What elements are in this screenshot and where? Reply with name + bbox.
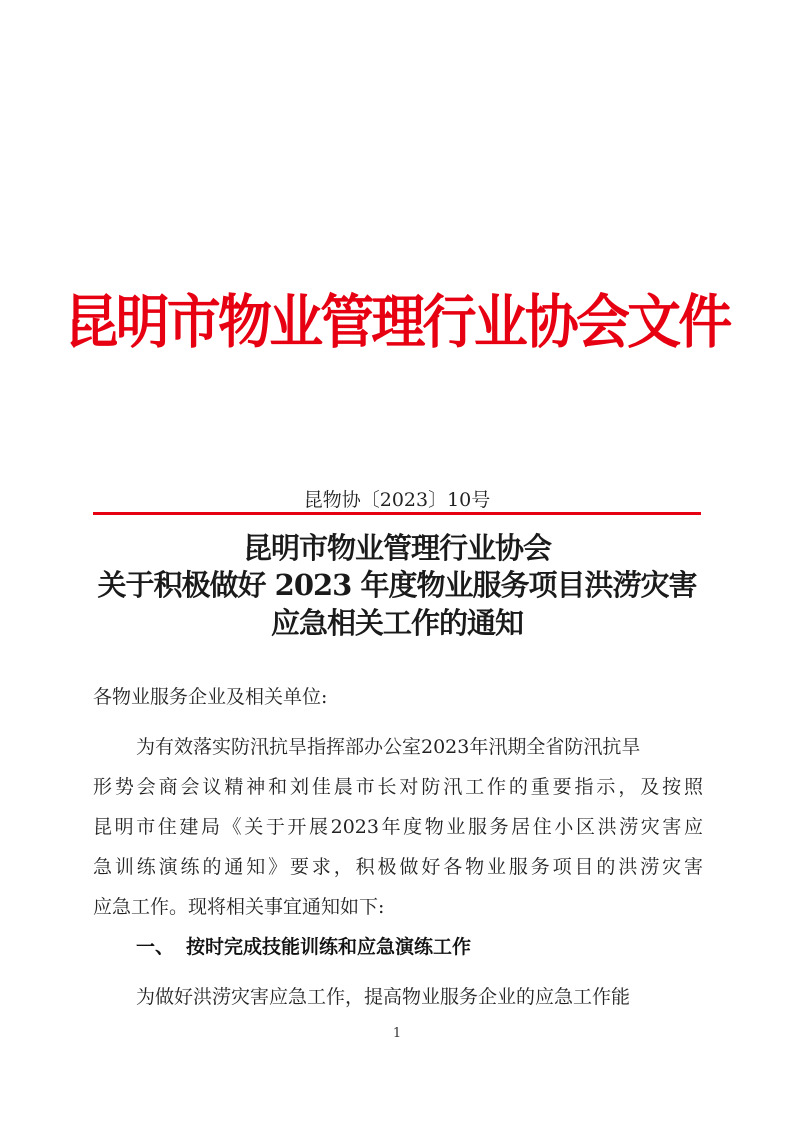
document-number: 昆物协〔2023〕10号 — [303, 489, 491, 511]
document-header-title: 昆明市物业管理行业协会文件 — [64, 288, 730, 356]
section-heading — [136, 933, 471, 961]
paragraph-line: 形势会商会议精神和刘佳晨市长对防汛工作的重要指示，及按照 — [93, 776, 703, 798]
paragraph-line: 昆明市住建局《关于开展2023年度物业服务居住小区洪涝灾害应 — [93, 816, 703, 838]
section-number: 一、 — [136, 936, 175, 958]
paragraph-line: 为有效落实防汛抗旱指挥部办公室2023年汛期全省防汛抗旱 — [136, 736, 641, 758]
salutation: 各物业服务企业及相关单位: — [93, 686, 328, 708]
header-divider — [93, 512, 701, 515]
notice-title-line-1: 昆明市物业管理行业协会 — [242, 531, 551, 565]
paragraph-line: 急训练演练的通知》要求，积极做好各物业服务项目的洪涝灾害 — [93, 856, 703, 878]
notice-title-line-3: 应急相关工作的通知 — [270, 606, 523, 640]
page-number: 1 — [392, 1026, 402, 1041]
section-heading-text: 按时完成技能训练和应急演练工作 — [186, 936, 472, 958]
paragraph-line: 应急工作。现将相关事宜通知如下: — [93, 896, 385, 918]
paragraph-line: 为做好洪涝灾害应急工作，提高物业服务企业的应急工作能 — [136, 986, 631, 1008]
notice-title-line-2: 关于积极做好 2023 年度物业服务项目洪涝灾害 — [97, 568, 697, 602]
